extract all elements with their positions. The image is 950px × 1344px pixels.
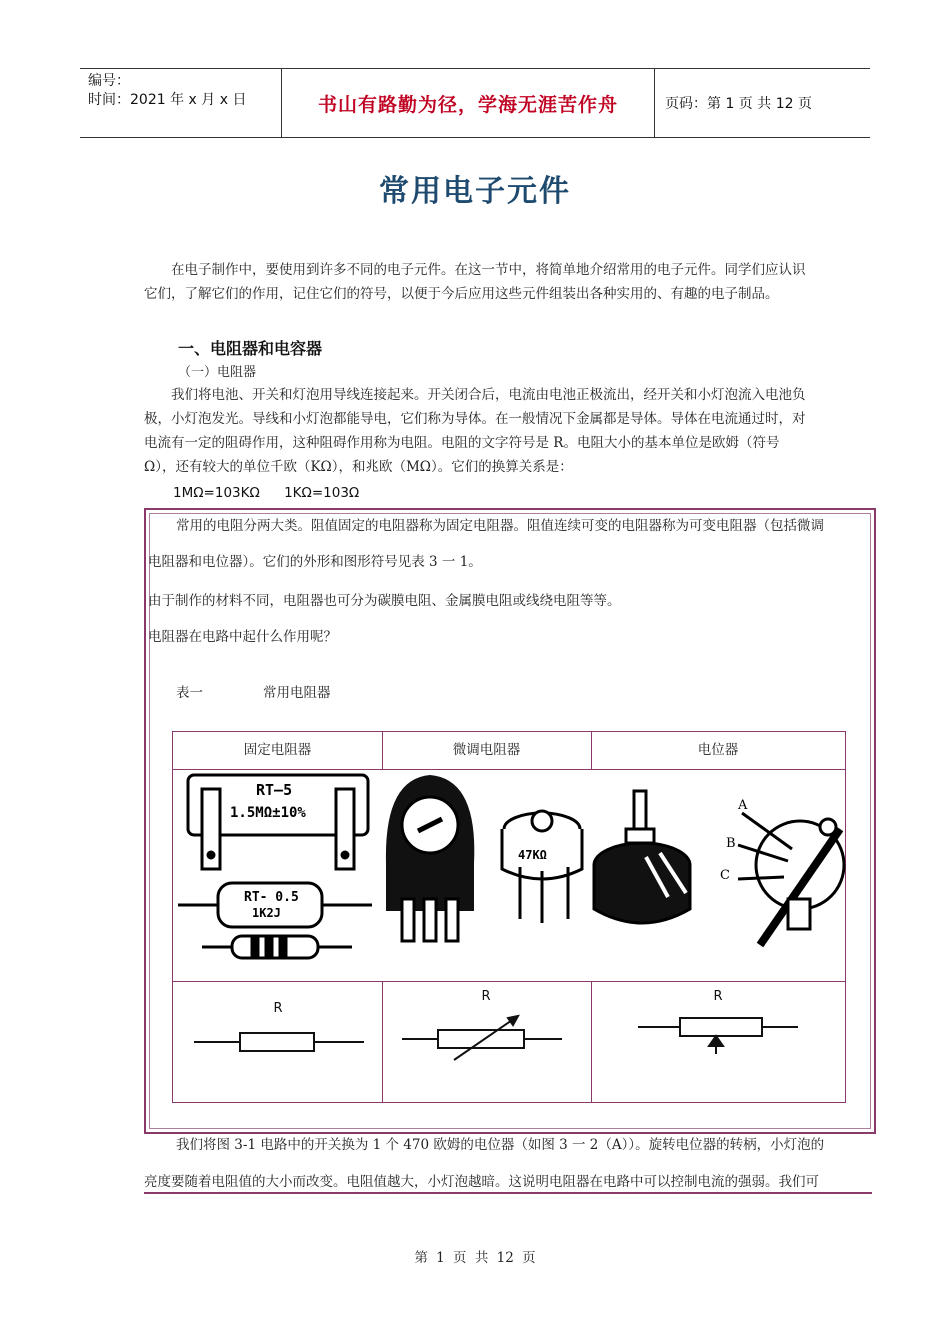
trimmer-resistor-symbol [402, 989, 562, 1060]
header-page-cell [655, 69, 870, 137]
page-header [80, 68, 870, 138]
potentiometer-open-image [720, 798, 844, 945]
trimmer-47k-image [502, 811, 582, 923]
time-label: 时间：2021 年 x 月 x 日 [88, 92, 247, 108]
rt5-value: 1.5MΩ±10% [230, 805, 306, 821]
conversion-formula: 1MΩ=103KΩ 1KΩ=103Ω [173, 485, 360, 501]
symbol-label-fixed: R [273, 1001, 283, 1016]
header-meta-cell [80, 69, 282, 137]
table-caption-prefix: 表一 [176, 685, 203, 701]
number-label: 编号： [88, 73, 130, 89]
trimmer-resistor-image [386, 775, 474, 941]
symbol-label-trimmer: R [481, 989, 491, 1004]
table-caption: 常用电阻器 [263, 685, 331, 701]
resistor-paragraph: 我们将电池、开关和灯泡用导线连接起来。开关闭合后，电流由电池正极流出，经开关和小灯泡流入电池负极，小灯泡发光。导线和小灯泡都能导电，它们称为导体。在一般情况下金属都是导体。导体在电流通过时，对电流有一定的阻碍作用，这种阻碍作用称为电阻。电阻的文字符号是 R。电阻大小的基本单位是欧姆（符号 Ω），还有较大的单位千欧（KΩ），和兆欧（MΩ）。它们的换算关系是： [144, 387, 806, 475]
box-line-2: 电阻器和电位器）。它们的外形和图形符号见表 3 一 1。 [148, 554, 482, 570]
fixed-resistor-symbol [194, 1001, 364, 1051]
potentiometer-image [594, 791, 690, 923]
fixed-resistor-rt05-image [178, 883, 372, 927]
column-header-fixed: 固定电阻器 [243, 742, 312, 758]
box-line-3: 由于制作的材料不同，电阻器也可分为碳膜电阻、金属膜电阻或线绕电阻等等。 [148, 593, 621, 609]
pot-pin-b: B [726, 836, 736, 851]
intro-paragraph: 在电子制作中，要使用到许多不同的电子元件。在这一节中，将简单地介绍常用的电子元件。同学们应认识它们，了解它们的作用，记住它们的符号，以便于今后应用这些元件组装出各种实用的、有趣的电子制品。 [144, 262, 806, 302]
subsection-heading: （一）电阻器 [178, 365, 257, 380]
pot-pin-c: C [720, 868, 730, 883]
rt05-label: RT- 0.5 [244, 890, 299, 905]
page-title: 常用电子元件 [379, 174, 571, 209]
section-heading: 一、电阻器和电容器 [178, 339, 323, 358]
box-line-4: 电阻器在电路中起什么作用呢？ [148, 629, 337, 645]
resistor-symbols [172, 982, 844, 1100]
header-motto-cell [282, 69, 655, 137]
component-illustrations [172, 769, 852, 979]
rt05-value: 1K2J [252, 906, 281, 920]
rt5-label: RT—5 [256, 781, 293, 799]
after-line-2: 亮度要随着电阻值的大小而改变。电阻值越大，小灯泡越暗。这说明电阻器在电路中可以控制电流的强弱。我们可 [144, 1174, 819, 1190]
pot-pin-a: A [738, 798, 748, 813]
box-line-1: 常用的电阻分两大类。阻值固定的电阻器称为固定电阻器。阻值连续可变的电阻器称为可变电阻器（包括微调 [176, 518, 824, 534]
divider [144, 1192, 872, 1194]
after-line-1: 我们将图 3-1 电路中的开关换为 1 个 470 欧姆的电位器（如图 3 一 2（A））。旋转电位器的转柄，小灯泡的 [176, 1137, 825, 1153]
trimmer-value: 47KΩ [518, 848, 547, 862]
potentiometer-symbol [638, 989, 798, 1054]
fixed-resistor-small-image [202, 936, 352, 958]
column-header-potentiometer: 电位器 [697, 742, 739, 758]
fixed-resistor-rt5-image [188, 775, 368, 869]
symbol-label-potentiometer: R [713, 989, 723, 1004]
column-header-trimmer: 微调电阻器 [452, 742, 521, 758]
motto: 书山有路勤为径，学海无涯苦作舟 [317, 93, 618, 116]
header-page-info: 页码：第 1 页 共 12 页 [665, 96, 812, 112]
page-footer: 第 1 页 共 12 页 [414, 1250, 536, 1266]
